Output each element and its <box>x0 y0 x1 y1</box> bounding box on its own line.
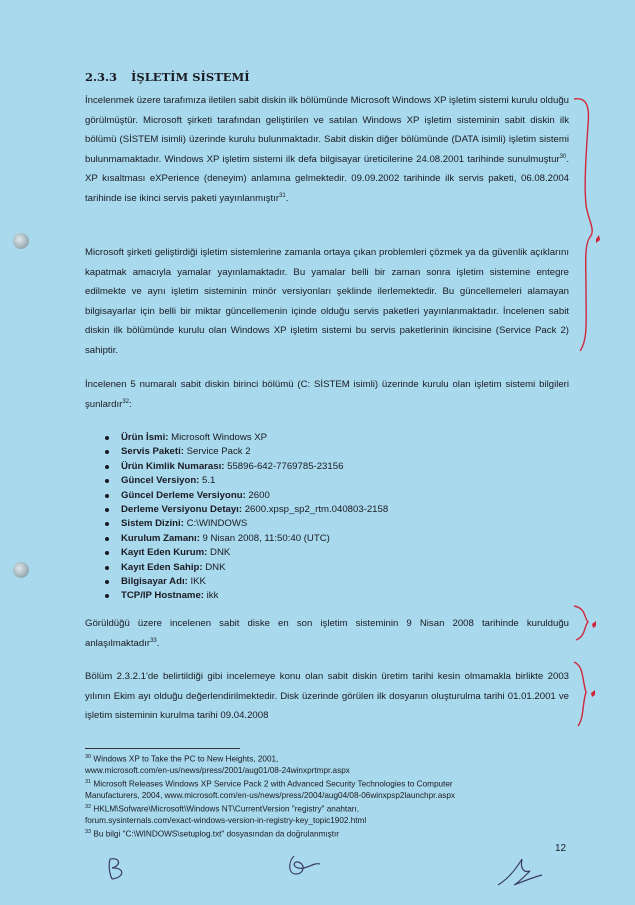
footnote-text: HKLM\Sofware\Microsoft\Windows NT\CurrentVersion "registry" anahtarı, <box>93 804 360 814</box>
system-info-item <box>103 445 388 459</box>
paragraph-3: İncelenen 5 numaralı sabit diskin birinci bölümü (C: SİSTEM isimli) üzerinde kurulu olan işletim sistemi bilgileri şunlardır$^{32}$: <box>85 379 569 410</box>
handwritten-initial <box>104 855 134 883</box>
footnote-number: 33 <box>85 828 92 835</box>
red-bracket-annotation <box>572 660 612 730</box>
system-info-item <box>103 474 388 488</box>
system-info-key: Sistem Dizini: <box>121 518 184 530</box>
system-info-item <box>103 431 388 445</box>
system-info-value: Service Pack 2 <box>183 446 251 458</box>
system-info-key: Güncel Derleme Versiyonu: <box>121 489 246 501</box>
paragraph-5: Bölüm 2.3.2.1'de belirtildiği gibi incelemeye konu olan sabit diskin üretim tarihi kesin olmamakla birlikte 2003 yılının Ekim ayı olduğu değerlendirilmektedir. Disk üzerinde görülen ilk dosyanın oluşturulma tarihi 01.01.2001 ve işletim sisteminin kurulma tarihi 09.04.2008 <box>85 671 569 721</box>
system-info-item <box>103 561 388 575</box>
footnote-text: forum.sysinternals.com/exact-windows-version-in-registry-key_topic1902.html <box>85 816 367 826</box>
red-bracket-annotation <box>572 604 612 644</box>
paragraph-4: Görüldüğü üzere incelenen sabit diske en son işletim sisteminin 9 Nisan 2008 tarihinde kurulduğu anlaşılmaktadır$^{33}$. <box>85 618 569 649</box>
system-info-value: DNK <box>207 547 231 559</box>
handwritten-signature <box>494 855 544 889</box>
system-info-value: IKK <box>187 576 206 588</box>
system-info-key: Kurulum Zamanı: <box>121 532 200 544</box>
footnote-line <box>85 802 575 815</box>
system-info-item <box>103 460 388 474</box>
system-info-key: Derleme Versiyonu Detayı: <box>121 504 243 516</box>
system-info-item <box>103 503 388 517</box>
system-info-item <box>103 575 388 589</box>
footnote-line <box>85 815 575 827</box>
system-info-key: TCP/IP Hostname: <box>121 590 204 602</box>
footnote-text: www.microsoft.com/en-us/news/press/2001/aug01/08-24winxprtmpr.aspx <box>85 766 350 776</box>
footnote-line <box>85 752 575 765</box>
footnote-divider <box>85 748 240 749</box>
footnote-number: 31 <box>85 778 92 785</box>
footnote-line <box>85 827 575 840</box>
system-info-value: Microsoft Windows XP <box>168 432 268 443</box>
system-info-key: Ürün Kimlik Numarası: <box>121 460 225 472</box>
footnote-line <box>85 765 575 777</box>
footnote-number: 30 <box>85 754 92 760</box>
page-number: 12 <box>555 843 567 854</box>
section-title: İŞLETİM SİSTEMİ <box>131 70 250 84</box>
red-bracket-annotation <box>572 95 612 355</box>
section-number: 2.3.3 <box>85 70 118 84</box>
footnote-text: Bu bilgi "C:\WINDOWS\setuplog.txt" dosyasından da doğrulanmıştır <box>93 829 340 839</box>
footnote-ref-32: 32 <box>122 398 130 405</box>
system-info-value: 5.1 <box>199 475 216 487</box>
system-info-value: C:\WINDOWS <box>183 518 248 530</box>
footnote-text: Microsoft Releases Windows XP Service Pack 2 with Advanced Security Technologies to Computer <box>93 779 453 789</box>
footnote-ref-33: 33 <box>150 637 157 644</box>
system-info-key: Kayıt Eden Sahip: <box>121 561 203 573</box>
punch-hole <box>13 562 29 578</box>
system-info-value: 2600.xpsp_sp2_rtm.040803-2158 <box>242 504 389 516</box>
system-info-key: Bilgisayar Adı: <box>121 576 188 588</box>
system-info-item <box>103 546 388 560</box>
system-info-item <box>103 532 388 546</box>
section-heading <box>85 70 250 84</box>
system-info-item <box>103 517 388 531</box>
system-info-item <box>103 489 388 503</box>
footnote-text: Windows XP to Take the PC to New Heights, 2001, <box>93 754 279 764</box>
footnote-number: 32 <box>85 803 92 810</box>
system-info-key: Servis Paketi: <box>121 446 184 458</box>
paragraph-1: İncelenmek üzere tarafımıza iletilen sabit diskin ilk bölümünde Microsoft Windows XP işletim sistemi kurulu olduğu görülmüştür. Microsoft şirketi tarafından geliştirilen ve satılan Windows XP işletim sisteminin sabit diskin ilk bölümü (SİSTEM isimli) üzerinde kurulu bulunmaktadır. Sabit diskin diğer bölümünde (DATA isimli) işletim sistemi bulunmamaktadır. Windows XP işletim sistemi ilk defa bilgisayar üreticilerine 24.08.2001 tarihinde sunulmuştur$^{30}$. XP kısaltması eXPerience (deneyim) anlamına gelmektedir. 09.09.2002 tarihinde ilk servis paketi, 06.08.2004 tarihinde ise ikinci servis paketi yayınlanmıştır$^{31}$. <box>85 95 569 204</box>
system-info-value: 55896-642-7769785-23156 <box>224 460 344 472</box>
system-info-key: Güncel Versiyon: <box>121 475 200 487</box>
footnote-ref-31: 31 <box>279 192 286 199</box>
system-info-value: ikk <box>204 590 219 602</box>
system-info-key: Ürün İsmi: <box>121 432 169 443</box>
system-info-value: 2600 <box>245 489 270 501</box>
system-info-value: DNK <box>202 561 226 573</box>
handwritten-initial <box>284 852 324 882</box>
punch-hole <box>13 233 29 249</box>
system-info-key: Kayıt Eden Kurum: <box>121 547 208 559</box>
footnote-line <box>85 777 575 790</box>
paragraph-2: Microsoft şirketi geliştirdiği işletim sistemlerine zamanla ortaya çıkan problemleri çözmek ya da güvenlik açıklarını kapatmak amacıyla yamalar yayınlamaktadır. Bu yamalar belli bir zaman sonra işletim sistemine entegre edilmekte ve aynı işletim sisteminin minör versiyonları şeklinde ilerlemektedir. Bu güncellemeleri alamayan bilgisayarlar için belli bir miktar güncellemenin içinde olduğu servis paketleri yayınlanmaktadır. İncelenen sabit diskin ilk bölümünde kurulu olan Windows XP işletim sistemi bu servis paketlerinin ikincisine (Service Pack 2) sahiptir. <box>85 247 569 356</box>
footnote-text: Manufacturers, 2004, www.microsoft.com/en-us/news/press/2004/aug04/08-06winxpsp2launchpr.aspx <box>85 791 455 801</box>
system-info-item <box>103 589 388 603</box>
footnotes <box>85 752 575 840</box>
system-info-value: 9 Nisan 2008, 11:50:40 (UTC) <box>199 532 330 544</box>
system-info-list <box>103 431 388 604</box>
footnote-line <box>85 790 575 802</box>
footnote-ref-30: 30 <box>559 153 567 160</box>
